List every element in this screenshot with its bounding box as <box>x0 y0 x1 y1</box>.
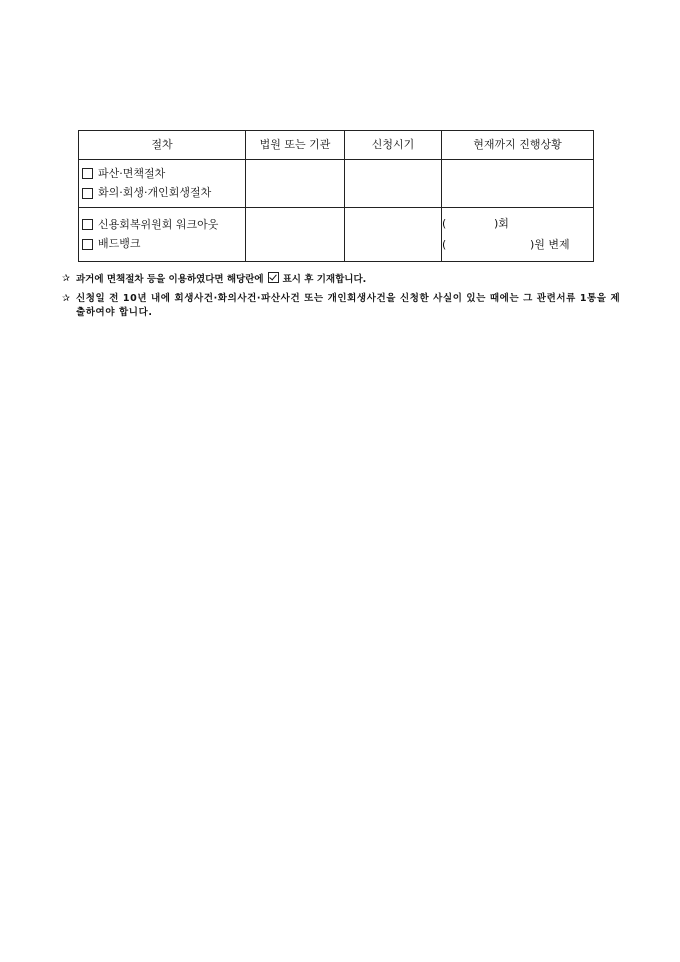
progress-cell[interactable] <box>442 208 594 262</box>
progress-cell[interactable] <box>442 160 594 208</box>
date-cell[interactable] <box>345 160 442 208</box>
note-2 <box>62 292 622 321</box>
note-1 <box>62 272 622 288</box>
procedure-table <box>78 130 594 262</box>
court-cell[interactable] <box>246 160 345 208</box>
star-icon: ✰ <box>62 292 70 304</box>
court-cell[interactable] <box>246 208 345 262</box>
procedure-options-cell <box>79 160 246 208</box>
installment-count-line: ( )회 <box>442 216 509 230</box>
checked-box-icon <box>268 272 279 283</box>
checkbox[interactable] <box>82 168 93 179</box>
header-current-progress: 현재까지 진행상황 <box>442 131 594 160</box>
table-header-row <box>79 131 594 160</box>
option-label: 화의·회생·개인회생절차 <box>98 186 212 199</box>
option-label: 파산·면책절차 <box>98 166 166 180</box>
star-icon: ✰ <box>62 273 70 284</box>
header-application-date: 신청시기 <box>345 131 442 160</box>
amount-repaid-line: ( )원 변제 <box>442 238 570 251</box>
table-row <box>79 160 594 208</box>
procedure-options-cell <box>79 208 246 262</box>
option-rehabilitation[interactable] <box>79 185 245 202</box>
option-bankruptcy[interactable] <box>79 166 245 183</box>
note-1-text: 과거에 면책절차 등을 이용하였다면 해당란에 표시 후 기재합니다. <box>76 274 367 285</box>
table-row <box>79 208 594 262</box>
option-credit-workout[interactable] <box>79 217 245 234</box>
checkbox[interactable] <box>82 219 93 230</box>
notes-section <box>62 272 622 321</box>
option-bad-bank[interactable] <box>79 236 245 253</box>
header-court-or-agency: 법원 또는 기관 <box>246 131 345 160</box>
date-cell[interactable] <box>345 208 442 262</box>
header-procedure: 절차 <box>79 131 246 160</box>
option-label: 배드뱅크 <box>98 237 141 250</box>
option-label: 신용회복위원회 워크아웃 <box>98 217 219 231</box>
note-2-text: 신청일 전 10년 내에 회생사건·화의사건·파산사건 또는 개인회생사건을 신청한 사실이 있는 때에는 그 관련서류 1통을 제출하여야 합니다. <box>76 292 621 319</box>
checkbox[interactable] <box>82 239 93 250</box>
checkbox[interactable] <box>82 188 93 199</box>
